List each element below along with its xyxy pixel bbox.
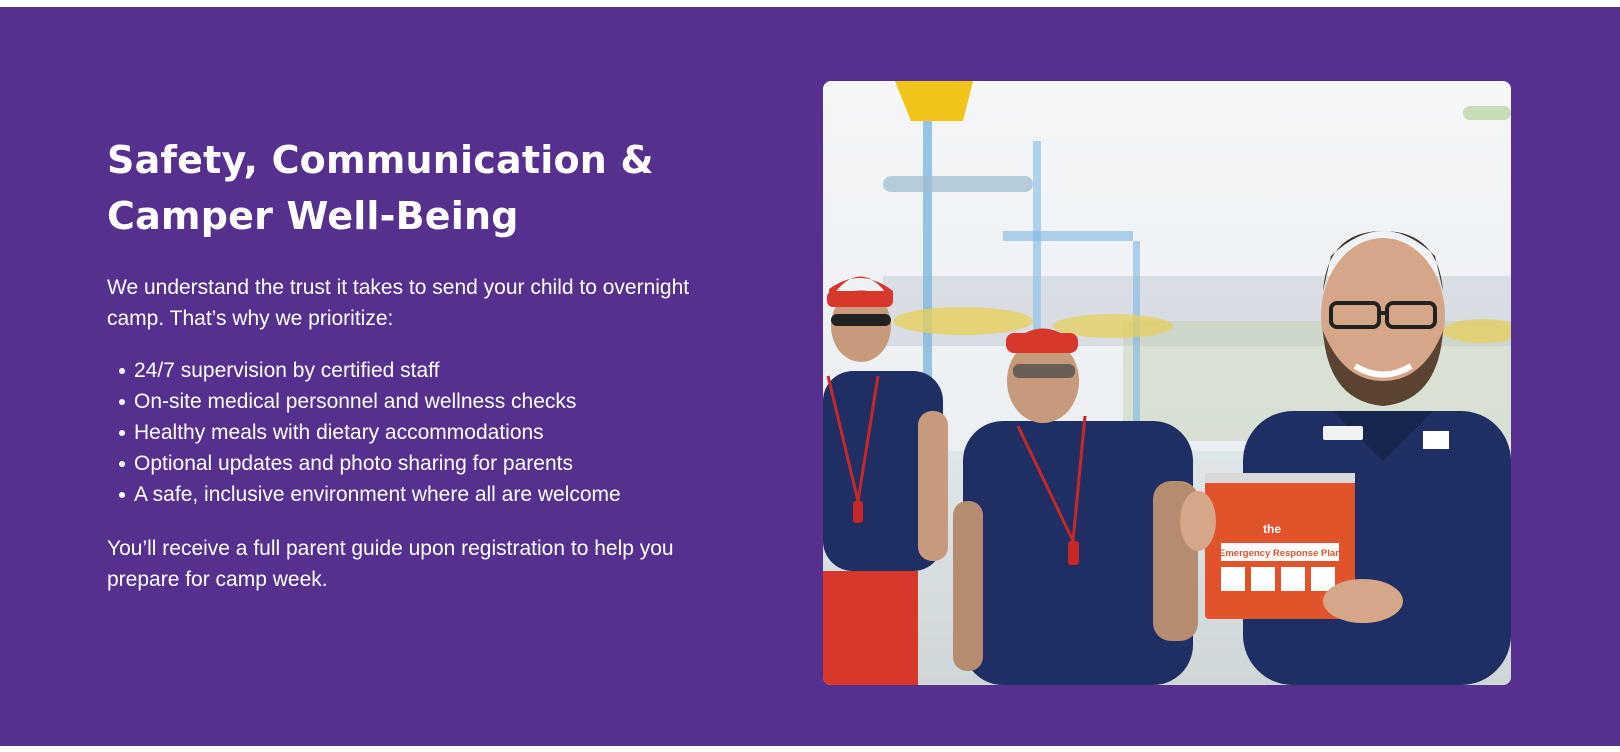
heading-line-1: Safety, Communication &	[107, 138, 654, 182]
priorities-list	[107, 355, 707, 510]
binder-brand: the	[1263, 522, 1281, 536]
list-item: A safe, inclusive environment where all are welcome	[134, 479, 707, 510]
list-item: Healthy meals with dietary accommodations	[134, 417, 707, 448]
binder-title: Emergency Response Plan	[1219, 548, 1341, 559]
intro-paragraph: We understand the trust it takes to send your child to overnight camp. That’s why we prioritize:	[107, 276, 690, 330]
bottom-divider	[0, 746, 1620, 752]
heading-line-2: Camper Well-Being	[107, 194, 519, 238]
list-item: On-site medical personnel and wellness checks	[134, 386, 707, 417]
staff-photo-illustration	[823, 81, 1511, 685]
section-heading	[107, 132, 707, 244]
list-item: 24/7 supervision by certified staff	[134, 355, 707, 386]
safety-section	[0, 7, 1620, 746]
outro-paragraph: You’ll receive a full parent guide upon registration to help you prepare for camp week.	[107, 537, 674, 591]
section-text	[107, 132, 707, 595]
list-item: Optional updates and photo sharing for parents	[134, 448, 707, 479]
staff-photo	[823, 81, 1511, 685]
